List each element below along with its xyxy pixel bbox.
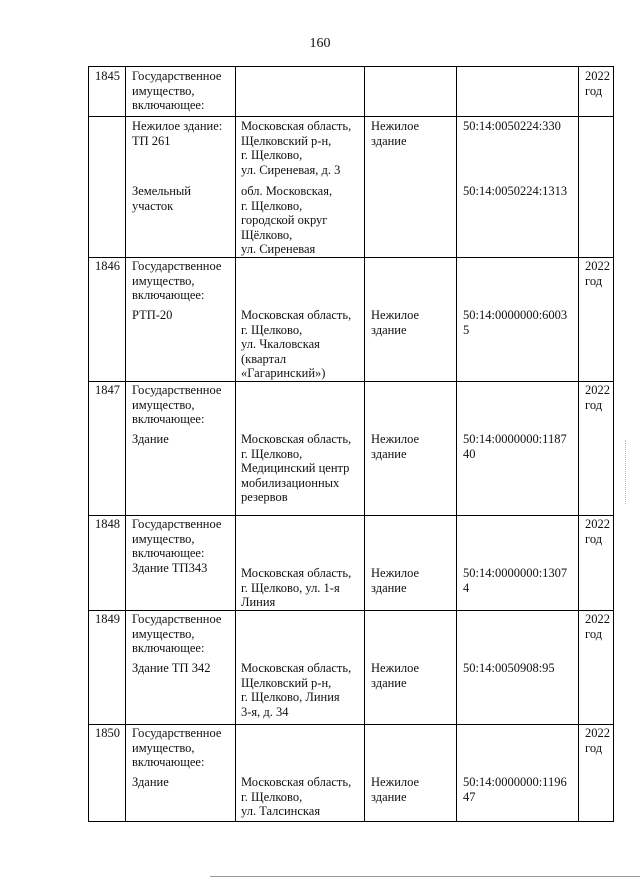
year-cell: год xyxy=(585,531,603,546)
object-name: Здание xyxy=(132,432,169,446)
cadastral-number: 50:14:0050224:330 xyxy=(463,119,561,133)
row-header-text: имущество, xyxy=(132,626,195,641)
row-divider xyxy=(89,610,613,611)
object-address: Московская область, xyxy=(241,308,352,322)
object-purpose: Нежилое xyxy=(371,775,420,789)
object-address: (квартал xyxy=(241,351,287,366)
year-cell: 2022 xyxy=(585,69,610,83)
row-header-text: включающее: xyxy=(132,412,205,427)
object-name: участок xyxy=(132,198,174,213)
object-address: Медицинский центр xyxy=(241,461,350,476)
row-header-text: имущество, xyxy=(132,397,195,412)
row-header-text: включающее: xyxy=(132,641,205,656)
object-address: Московская область, xyxy=(241,661,352,675)
year-cell: 2022 xyxy=(585,517,610,531)
cadastral-number: 50:14:0050224:1313 xyxy=(463,184,568,198)
row-header-text: включающее: xyxy=(132,546,205,561)
scan-specks xyxy=(625,440,628,504)
object-address: мобилизационных xyxy=(241,475,340,490)
object-address: Московская область, xyxy=(241,566,352,580)
cadastral-number: 47 xyxy=(463,789,476,804)
object-address: «Гагаринский») xyxy=(241,366,326,381)
year-cell: год xyxy=(585,83,603,98)
object-address: Щёлково, xyxy=(241,227,293,242)
object-address: г. Щелково, xyxy=(241,446,303,461)
cadastral-number: 50:14:0000000:1196 xyxy=(463,775,567,789)
column-divider xyxy=(456,67,457,821)
object-purpose: здание xyxy=(371,133,407,148)
cadastral-number: 50:14:0000000:1187 xyxy=(463,432,567,446)
object-address: обл. Московская, xyxy=(241,184,333,198)
row-divider xyxy=(89,724,613,725)
object-purpose: здание xyxy=(371,789,407,804)
year-cell: год xyxy=(585,626,603,641)
object-address: г. Щелково, xyxy=(241,198,303,213)
object-name: Здание xyxy=(132,775,169,789)
row-header-text: Здание ТП343 xyxy=(132,560,208,575)
year-cell: 2022 xyxy=(585,726,610,740)
object-address: г. Щелково, xyxy=(241,148,303,163)
row-number: 1846 xyxy=(95,259,120,273)
cadastral-number: 5 xyxy=(463,322,470,337)
object-address: г. Щелково, Линия xyxy=(241,690,340,705)
row-header-text: имущество, xyxy=(132,273,195,288)
row-header-text: имущество, xyxy=(132,531,195,546)
object-name: РТП-20 xyxy=(132,308,173,322)
row-number: 1847 xyxy=(95,383,120,397)
object-address: Московская область, xyxy=(241,432,352,446)
row-header-text: включающее: xyxy=(132,288,205,303)
cadastral-number: 4 xyxy=(463,580,470,595)
row-divider xyxy=(89,116,613,117)
year-cell: год xyxy=(585,740,603,755)
object-purpose: Нежилое xyxy=(371,119,420,133)
year-cell: год xyxy=(585,397,603,412)
cadastral-number: 40 xyxy=(463,446,476,461)
object-purpose: здание xyxy=(371,675,407,690)
column-divider xyxy=(235,67,236,821)
row-header-text: Государственное xyxy=(132,259,222,273)
column-divider xyxy=(364,67,365,821)
column-divider xyxy=(125,67,126,821)
object-address: ул. Чкаловская xyxy=(241,337,320,352)
year-cell: 2022 xyxy=(585,612,610,626)
cadastral-number: 50:14:0050908:95 xyxy=(463,661,555,675)
row-header-text: Государственное xyxy=(132,612,222,626)
row-header-text: включающее: xyxy=(132,98,205,113)
row-header-text: Государственное xyxy=(132,726,222,740)
object-address: г. Щелково, xyxy=(241,789,303,804)
row-number: 1850 xyxy=(95,726,120,740)
page-number: 160 xyxy=(309,36,331,51)
year-cell: год xyxy=(585,273,603,288)
object-address: Линия xyxy=(241,595,276,610)
object-name: Земельный xyxy=(132,184,191,198)
object-purpose: здание xyxy=(371,322,407,337)
object-purpose: Нежилое xyxy=(371,566,420,580)
property-table xyxy=(88,66,614,822)
object-address: Щелковский р-н, xyxy=(241,133,332,148)
object-address: 3-я, д. 34 xyxy=(241,704,289,719)
row-header-text: включающее: xyxy=(132,755,205,770)
object-address: городской округ xyxy=(241,213,328,228)
column-divider xyxy=(578,67,579,821)
object-purpose: Нежилое xyxy=(371,661,420,675)
row-header-text: имущество, xyxy=(132,83,195,98)
object-name: Нежилое здание: xyxy=(132,119,223,133)
object-address: ул. Сиреневая xyxy=(241,242,316,257)
scan-edge-line xyxy=(210,876,640,877)
object-address: г. Щелково, ул. 1-я xyxy=(241,580,340,595)
object-address: г. Щелково, xyxy=(241,322,303,337)
row-header-text: Государственное xyxy=(132,69,222,83)
object-address: Московская область, xyxy=(241,775,352,789)
year-cell: 2022 xyxy=(585,259,610,273)
object-purpose: Нежилое xyxy=(371,432,420,446)
object-address: ул. Сиреневая, д. 3 xyxy=(241,162,341,177)
row-number: 1848 xyxy=(95,517,120,531)
object-name: ТП 261 xyxy=(132,133,171,148)
object-address: Щелковский р-н, xyxy=(241,675,332,690)
row-number: 1845 xyxy=(95,69,120,83)
year-cell: 2022 xyxy=(585,383,610,397)
object-purpose: здание xyxy=(371,580,407,595)
row-header-text: Государственное xyxy=(132,517,222,531)
object-purpose: Нежилое xyxy=(371,308,420,322)
row-divider xyxy=(89,257,613,258)
row-header-text: Государственное xyxy=(132,383,222,397)
cadastral-number: 50:14:0000000:1307 xyxy=(463,566,568,580)
object-address: Московская область, xyxy=(241,119,352,133)
row-divider xyxy=(89,515,613,516)
row-divider xyxy=(89,381,613,382)
row-header-text: имущество, xyxy=(132,740,195,755)
row-number: 1849 xyxy=(95,612,120,626)
object-address: ул. Талсинская xyxy=(241,804,321,819)
cadastral-number: 50:14:0000000:6003 xyxy=(463,308,568,322)
object-name: Здание ТП 342 xyxy=(132,661,211,675)
object-address: резервов xyxy=(241,490,288,505)
object-purpose: здание xyxy=(371,446,407,461)
